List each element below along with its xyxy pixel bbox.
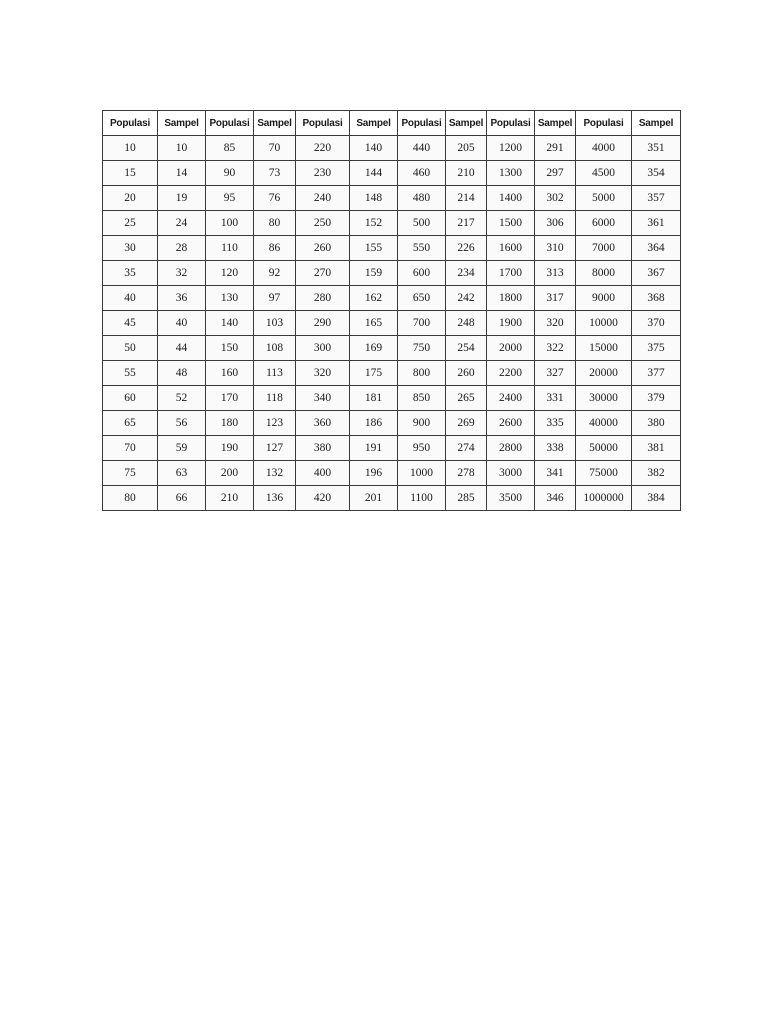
sampel-cell: 108 xyxy=(254,336,296,361)
populasi-cell: 130 xyxy=(206,286,254,311)
column-header-populasi: Populasi xyxy=(487,111,535,136)
sampel-cell: 10 xyxy=(158,136,206,161)
populasi-cell: 10 xyxy=(103,136,158,161)
populasi-cell: 360 xyxy=(296,411,350,436)
sampel-cell: 341 xyxy=(535,461,576,486)
populasi-cell: 850 xyxy=(398,386,446,411)
sampel-cell: 354 xyxy=(632,161,681,186)
sampel-cell: 59 xyxy=(158,436,206,461)
sampel-cell: 175 xyxy=(350,361,398,386)
sampel-cell: 169 xyxy=(350,336,398,361)
sampel-cell: 155 xyxy=(350,236,398,261)
populasi-cell: 340 xyxy=(296,386,350,411)
sampel-cell: 70 xyxy=(254,136,296,161)
populasi-cell: 1400 xyxy=(487,186,535,211)
column-header-populasi: Populasi xyxy=(296,111,350,136)
sampel-cell: 313 xyxy=(535,261,576,286)
populasi-cell: 480 xyxy=(398,186,446,211)
sampel-cell: 217 xyxy=(446,211,487,236)
populasi-cell: 30000 xyxy=(576,386,632,411)
populasi-cell: 500 xyxy=(398,211,446,236)
sampel-cell: 52 xyxy=(158,386,206,411)
populasi-cell: 600 xyxy=(398,261,446,286)
sampel-cell: 86 xyxy=(254,236,296,261)
sampel-cell: 278 xyxy=(446,461,487,486)
table-row xyxy=(103,186,681,211)
column-header-sampel: Sampel xyxy=(158,111,206,136)
sampel-cell: 148 xyxy=(350,186,398,211)
populasi-cell: 1900 xyxy=(487,311,535,336)
sampel-cell: 196 xyxy=(350,461,398,486)
populasi-cell: 460 xyxy=(398,161,446,186)
sampel-cell: 291 xyxy=(535,136,576,161)
populasi-cell: 170 xyxy=(206,386,254,411)
sampel-cell: 380 xyxy=(632,411,681,436)
populasi-cell: 50000 xyxy=(576,436,632,461)
populasi-cell: 60 xyxy=(103,386,158,411)
populasi-cell: 270 xyxy=(296,261,350,286)
populasi-cell: 1200 xyxy=(487,136,535,161)
column-header-sampel: Sampel xyxy=(254,111,296,136)
sampel-cell: 260 xyxy=(446,361,487,386)
populasi-cell: 260 xyxy=(296,236,350,261)
populasi-cell: 2400 xyxy=(487,386,535,411)
populasi-cell: 3000 xyxy=(487,461,535,486)
sampel-cell: 302 xyxy=(535,186,576,211)
populasi-cell: 1000000 xyxy=(576,486,632,511)
populasi-cell: 300 xyxy=(296,336,350,361)
sampel-cell: 113 xyxy=(254,361,296,386)
populasi-cell: 80 xyxy=(103,486,158,511)
table-body xyxy=(103,136,681,511)
sampel-cell: 285 xyxy=(446,486,487,511)
table-row xyxy=(103,161,681,186)
sampel-cell: 361 xyxy=(632,211,681,236)
sampel-cell: 322 xyxy=(535,336,576,361)
populasi-cell: 290 xyxy=(296,311,350,336)
populasi-cell: 900 xyxy=(398,411,446,436)
sampel-cell: 346 xyxy=(535,486,576,511)
populasi-cell: 9000 xyxy=(576,286,632,311)
sampel-cell: 103 xyxy=(254,311,296,336)
population-sample-table xyxy=(102,110,681,511)
sampel-cell: 274 xyxy=(446,436,487,461)
populasi-cell: 1500 xyxy=(487,211,535,236)
sampel-cell: 331 xyxy=(535,386,576,411)
populasi-cell: 50 xyxy=(103,336,158,361)
sampel-cell: 210 xyxy=(446,161,487,186)
sampel-cell: 320 xyxy=(535,311,576,336)
populasi-cell: 1000 xyxy=(398,461,446,486)
table-row xyxy=(103,386,681,411)
populasi-cell: 800 xyxy=(398,361,446,386)
populasi-cell: 10000 xyxy=(576,311,632,336)
populasi-cell: 200 xyxy=(206,461,254,486)
populasi-cell: 440 xyxy=(398,136,446,161)
populasi-cell: 2200 xyxy=(487,361,535,386)
sampel-cell: 80 xyxy=(254,211,296,236)
sampel-cell: 384 xyxy=(632,486,681,511)
table-row xyxy=(103,236,681,261)
sampel-cell: 97 xyxy=(254,286,296,311)
populasi-cell: 85 xyxy=(206,136,254,161)
sampel-cell: 28 xyxy=(158,236,206,261)
populasi-cell: 150 xyxy=(206,336,254,361)
column-header-populasi: Populasi xyxy=(103,111,158,136)
sampel-cell: 165 xyxy=(350,311,398,336)
sampel-cell: 248 xyxy=(446,311,487,336)
sampel-cell: 191 xyxy=(350,436,398,461)
column-header-populasi: Populasi xyxy=(206,111,254,136)
populasi-cell: 650 xyxy=(398,286,446,311)
populasi-cell: 210 xyxy=(206,486,254,511)
populasi-cell: 2600 xyxy=(487,411,535,436)
populasi-cell: 7000 xyxy=(576,236,632,261)
populasi-cell: 750 xyxy=(398,336,446,361)
populasi-cell: 320 xyxy=(296,361,350,386)
populasi-cell: 1600 xyxy=(487,236,535,261)
populasi-cell: 45 xyxy=(103,311,158,336)
populasi-cell: 15000 xyxy=(576,336,632,361)
sampel-cell: 136 xyxy=(254,486,296,511)
sampel-cell: 317 xyxy=(535,286,576,311)
populasi-cell: 35 xyxy=(103,261,158,286)
sampel-cell: 382 xyxy=(632,461,681,486)
populasi-cell: 190 xyxy=(206,436,254,461)
sampel-cell: 310 xyxy=(535,236,576,261)
populasi-cell: 220 xyxy=(296,136,350,161)
sampel-cell: 14 xyxy=(158,161,206,186)
populasi-cell: 90 xyxy=(206,161,254,186)
populasi-cell: 15 xyxy=(103,161,158,186)
table-row xyxy=(103,311,681,336)
table-row xyxy=(103,211,681,236)
populasi-cell: 230 xyxy=(296,161,350,186)
sampel-cell: 327 xyxy=(535,361,576,386)
sampel-cell: 56 xyxy=(158,411,206,436)
populasi-cell: 120 xyxy=(206,261,254,286)
populasi-cell: 20000 xyxy=(576,361,632,386)
populasi-cell: 5000 xyxy=(576,186,632,211)
populasi-cell: 700 xyxy=(398,311,446,336)
table-row xyxy=(103,461,681,486)
sampel-cell: 214 xyxy=(446,186,487,211)
populasi-cell: 2800 xyxy=(487,436,535,461)
populasi-cell: 75 xyxy=(103,461,158,486)
column-header-populasi: Populasi xyxy=(398,111,446,136)
sampel-cell: 306 xyxy=(535,211,576,236)
table-header-row xyxy=(103,111,681,136)
populasi-cell: 250 xyxy=(296,211,350,236)
sampel-cell: 335 xyxy=(535,411,576,436)
sampel-cell: 351 xyxy=(632,136,681,161)
populasi-cell: 1700 xyxy=(487,261,535,286)
table-row xyxy=(103,261,681,286)
sampel-cell: 269 xyxy=(446,411,487,436)
table-row xyxy=(103,286,681,311)
sampel-cell: 205 xyxy=(446,136,487,161)
table-row xyxy=(103,486,681,511)
table-row xyxy=(103,411,681,436)
populasi-cell: 4500 xyxy=(576,161,632,186)
sampel-cell: 181 xyxy=(350,386,398,411)
sampel-cell: 265 xyxy=(446,386,487,411)
populasi-cell: 20 xyxy=(103,186,158,211)
populasi-cell: 100 xyxy=(206,211,254,236)
sampel-cell: 36 xyxy=(158,286,206,311)
populasi-cell: 140 xyxy=(206,311,254,336)
sampel-cell: 123 xyxy=(254,411,296,436)
populasi-cell: 55 xyxy=(103,361,158,386)
populasi-cell: 25 xyxy=(103,211,158,236)
populasi-cell: 1300 xyxy=(487,161,535,186)
populasi-cell: 550 xyxy=(398,236,446,261)
sampel-cell: 201 xyxy=(350,486,398,511)
sampel-cell: 159 xyxy=(350,261,398,286)
populasi-cell: 4000 xyxy=(576,136,632,161)
table-row xyxy=(103,336,681,361)
populasi-cell: 110 xyxy=(206,236,254,261)
sampel-cell: 19 xyxy=(158,186,206,211)
populasi-cell: 180 xyxy=(206,411,254,436)
sampel-cell: 92 xyxy=(254,261,296,286)
populasi-cell: 95 xyxy=(206,186,254,211)
sampel-cell: 377 xyxy=(632,361,681,386)
sampel-cell: 375 xyxy=(632,336,681,361)
populasi-cell: 75000 xyxy=(576,461,632,486)
column-header-populasi: Populasi xyxy=(576,111,632,136)
sampel-cell: 186 xyxy=(350,411,398,436)
table-row xyxy=(103,136,681,161)
populasi-cell: 1100 xyxy=(398,486,446,511)
sampel-cell: 40 xyxy=(158,311,206,336)
populasi-cell: 1800 xyxy=(487,286,535,311)
sampel-cell: 118 xyxy=(254,386,296,411)
sampel-cell: 254 xyxy=(446,336,487,361)
populasi-cell: 30 xyxy=(103,236,158,261)
populasi-cell: 40 xyxy=(103,286,158,311)
sampel-cell: 381 xyxy=(632,436,681,461)
sampel-cell: 66 xyxy=(158,486,206,511)
sampel-cell: 370 xyxy=(632,311,681,336)
sampel-cell: 48 xyxy=(158,361,206,386)
column-header-sampel: Sampel xyxy=(535,111,576,136)
sampel-cell: 32 xyxy=(158,261,206,286)
sampel-cell: 364 xyxy=(632,236,681,261)
sampel-cell: 140 xyxy=(350,136,398,161)
sampel-cell: 357 xyxy=(632,186,681,211)
sampel-cell: 297 xyxy=(535,161,576,186)
sampel-cell: 24 xyxy=(158,211,206,236)
table-row xyxy=(103,436,681,461)
populasi-cell: 280 xyxy=(296,286,350,311)
populasi-cell: 240 xyxy=(296,186,350,211)
sampel-cell: 242 xyxy=(446,286,487,311)
sampel-cell: 379 xyxy=(632,386,681,411)
sampel-cell: 127 xyxy=(254,436,296,461)
column-header-sampel: Sampel xyxy=(632,111,681,136)
table-row xyxy=(103,361,681,386)
populasi-cell: 40000 xyxy=(576,411,632,436)
sampel-cell: 63 xyxy=(158,461,206,486)
populasi-cell: 400 xyxy=(296,461,350,486)
sampel-cell: 367 xyxy=(632,261,681,286)
sampel-cell: 162 xyxy=(350,286,398,311)
populasi-cell: 950 xyxy=(398,436,446,461)
populasi-cell: 70 xyxy=(103,436,158,461)
sampel-cell: 144 xyxy=(350,161,398,186)
sampel-cell: 226 xyxy=(446,236,487,261)
column-header-sampel: Sampel xyxy=(350,111,398,136)
sampel-cell: 44 xyxy=(158,336,206,361)
sampel-cell: 76 xyxy=(254,186,296,211)
populasi-cell: 65 xyxy=(103,411,158,436)
sampel-cell: 73 xyxy=(254,161,296,186)
column-header-sampel: Sampel xyxy=(446,111,487,136)
sampel-cell: 234 xyxy=(446,261,487,286)
sampel-cell: 152 xyxy=(350,211,398,236)
populasi-cell: 2000 xyxy=(487,336,535,361)
populasi-cell: 420 xyxy=(296,486,350,511)
sampel-cell: 368 xyxy=(632,286,681,311)
populasi-cell: 160 xyxy=(206,361,254,386)
populasi-cell: 3500 xyxy=(487,486,535,511)
populasi-cell: 8000 xyxy=(576,261,632,286)
populasi-cell: 6000 xyxy=(576,211,632,236)
populasi-cell: 380 xyxy=(296,436,350,461)
sampel-cell: 338 xyxy=(535,436,576,461)
sampel-cell: 132 xyxy=(254,461,296,486)
